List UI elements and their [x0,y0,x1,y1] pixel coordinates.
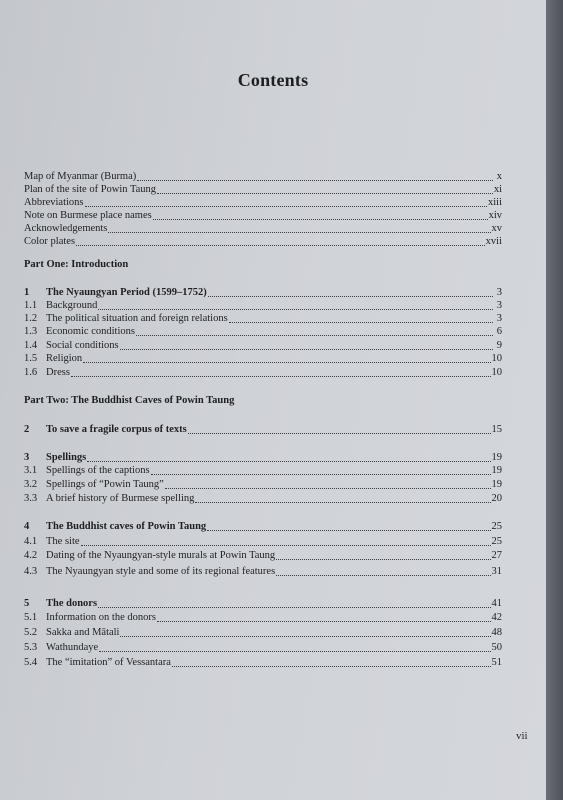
toc-entry [24,209,502,222]
toc-entry [24,183,502,196]
toc-entry-label: The Buddhist caves of Powin Taung [46,521,207,532]
toc-entry-page: 10 [491,367,502,378]
toc-entry-label: The Nyaungyan Period (1599–1752) [46,287,207,298]
toc-entry-number: 5.1 [24,612,38,623]
toc-entry-page: 41 [491,598,502,609]
toc-entry-label: Background [46,300,98,311]
toc-entry [24,299,502,312]
toc-entry-label: Plan of the site of Powin Taung [24,184,157,195]
toc-entry-number: 1.1 [24,300,38,311]
toc-entry [24,626,502,639]
toc-entry-number: 1.3 [24,326,38,337]
toc-entry-page: xv [491,223,502,234]
toc-entry-number: 3 [24,452,30,463]
toc-entry-label: Note on Burmese place names [24,210,152,221]
toc-entry [24,464,502,477]
toc-entry-number: 3.3 [24,493,38,504]
toc-chapter [24,520,502,533]
dot-leader [137,179,493,181]
toc-entry-page: 3 [496,287,502,298]
dot-leader [120,348,493,350]
toc-entry-label: Spellings [46,452,87,463]
toc-entry-page: 51 [491,657,502,668]
toc-entry-number: 5.2 [24,627,38,638]
toc-entry [24,492,502,505]
toc-entry-page: 48 [491,627,502,638]
toc-entry-number: 3.1 [24,465,38,476]
toc-entry [24,478,502,491]
toc-entry-label: The Nyaungyan style and some of its regional features [46,566,276,577]
dot-leader [151,473,491,475]
background-edge [546,0,563,800]
toc-entry-label: The site [46,536,80,547]
dot-leader [136,334,493,336]
toc-entry [24,235,502,248]
dot-leader [99,650,490,652]
toc-chapter [24,286,502,299]
toc-entry [24,325,502,338]
toc-chapter [24,451,502,464]
dot-leader [157,192,493,194]
toc-entry-label: The political situation and foreign relations [46,313,228,324]
toc-entry-label: Spellings of “Powin Taung” [46,479,164,490]
toc-entry-page: 20 [491,493,502,504]
part-heading: Part Two: The Buddhist Caves of Powin Taung [24,395,235,406]
dot-leader [85,205,487,207]
toc-entry-page: xiv [488,210,502,221]
toc-entry-page: 3 [496,313,502,324]
toc-entry-label: Dating of the Nyaungyan-style murals at Powin Taung [46,550,276,561]
toc-entry-number: 4.2 [24,550,38,561]
toc-entry-page: x [496,171,502,182]
toc-entry-label: Economic conditions [46,326,135,337]
toc-entry-label: Map of Myanmar (Burma) [24,171,137,182]
toc-entry [24,352,502,365]
toc-entry-label: Information on the donors [46,612,156,623]
toc-entry-number: 4.3 [24,566,38,577]
dot-leader [98,606,490,608]
toc-entry [24,366,502,379]
dot-leader [98,308,493,310]
dot-leader [208,295,493,297]
toc-entry-page: 50 [491,642,502,653]
dot-leader [71,375,491,377]
toc-entry-number: 4.1 [24,536,38,547]
toc-entry-number: 1 [24,287,30,298]
dot-leader [108,231,490,233]
dot-leader [87,460,490,462]
toc-entry-label: Dress [46,367,70,378]
toc-entry [24,611,502,624]
toc-entry-page: 3 [496,300,502,311]
dot-leader [81,544,491,546]
page-number: vii [516,730,528,742]
toc-entry-label: Religion [46,353,83,364]
toc-entry-number: 1.6 [24,367,38,378]
toc-entry-page: 42 [491,612,502,623]
toc-entry [24,312,502,325]
toc-entry-label: Abbreviations [24,197,84,208]
toc-entry [24,549,502,562]
toc-entry-page: 27 [491,550,502,561]
toc-entry-number: 5.3 [24,642,38,653]
toc-chapter [24,597,502,610]
toc-entry-number: 4 [24,521,30,532]
toc-entry-page: 25 [491,521,502,532]
toc-entry-label: Acknowledgements [24,223,108,234]
toc-entry-page: 19 [491,452,502,463]
toc-entry-label: To save a fragile corpus of texts [46,424,187,435]
dot-leader [83,361,490,363]
toc-entry [24,339,502,352]
dot-leader [76,244,485,246]
toc-entry [24,535,502,548]
toc-entry-number: 2 [24,424,30,435]
toc-entry-number: 1.2 [24,313,38,324]
toc-entry [24,656,502,669]
dot-leader [153,218,488,220]
toc-entry-label: Color plates [24,236,76,247]
toc-entry [24,170,502,183]
toc-chapter [24,423,502,436]
toc-entry-number: 1.4 [24,340,38,351]
toc-entry-page: xiii [487,197,502,208]
dot-leader [229,321,493,323]
toc-entry-page: 25 [491,536,502,547]
toc-entry-label: Spellings of the captions [46,465,150,476]
toc-entry-page: 31 [491,566,502,577]
toc-entry-number: 5 [24,598,30,609]
toc-entry-page: 19 [491,465,502,476]
toc-entry [24,222,502,235]
toc-entry-page: 9 [496,340,502,351]
toc-entry-page: xi [493,184,502,195]
toc-entry-page: 10 [491,353,502,364]
toc-entry-label: Social conditions [46,340,119,351]
toc-entry-label: A brief history of Burmese spelling [46,493,195,504]
toc-entry-label: The “imitation” of Vessantara [46,657,171,668]
dot-leader [276,558,490,560]
dot-leader [165,487,491,489]
toc-entry-page: 6 [496,326,502,337]
toc-entry [24,565,502,578]
dot-leader [195,501,490,503]
part-heading: Part One: Introduction [24,259,129,270]
toc-entry-label: Sakka and Mātali [46,627,120,638]
page-title: Contents [237,70,309,90]
toc-entry-number: 1.5 [24,353,38,364]
toc-entry-page: xvii [485,236,502,247]
toc-entry-number: 3.2 [24,479,38,490]
dot-leader [276,574,490,576]
dot-leader [120,635,490,637]
dot-leader [207,529,490,531]
toc-entry-number: 5.4 [24,657,38,668]
dot-leader [188,432,491,434]
toc-entry-label: The donors [46,598,98,609]
toc-entry-label: Wathundaye [46,642,99,653]
toc-entry [24,641,502,654]
dot-leader [172,665,491,667]
toc-entry [24,196,502,209]
toc-entry-page: 15 [491,424,502,435]
dot-leader [157,620,491,622]
toc-entry-page: 19 [491,479,502,490]
